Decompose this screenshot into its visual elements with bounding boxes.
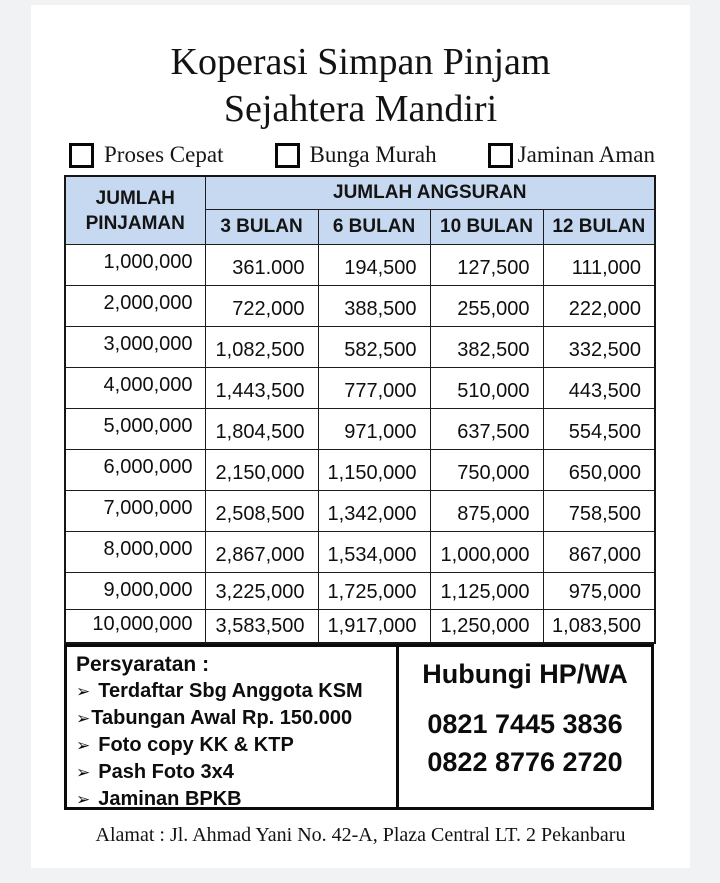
feature-label: Jaminan Aman [517,142,655,167]
bottom-info-section [64,644,654,810]
installment-cell: 875,000 [430,491,543,532]
installment-cell: 1,150,000 [318,450,430,491]
loan-amount-cell: 5,000,000 [65,409,205,450]
installment-cell: 1,250,000 [430,610,543,643]
installment-cell: 1,342,000 [318,491,430,532]
feature-label: Proses Cepat [104,142,224,167]
loan-row [65,450,655,491]
installment-cell: 582,500 [318,327,430,368]
loan-row [65,532,655,573]
loan-row [65,491,655,532]
installment-cell: 127,500 [430,245,543,286]
phone-number: 0822 8776 2720 [427,746,623,777]
feature-checkbox-row [69,142,655,168]
installment-cell: 971,000 [318,409,430,450]
installment-cell: 554,500 [543,409,655,450]
installment-cell: 2,508,500 [205,491,318,532]
contact-box [399,647,651,807]
installment-cell: 382,500 [430,327,543,368]
installment-cell: 1,534,000 [318,532,430,573]
installment-cell: 650,000 [543,450,655,491]
loan-table-body [65,245,655,643]
installment-cell: 361.000 [205,245,318,286]
requirement-item [76,705,392,732]
installment-cell: 3,225,000 [205,573,318,610]
installment-cell: 1,082,500 [205,327,318,368]
requirements-list [76,678,392,813]
loan-amount-cell: 3,000,000 [65,327,205,368]
group-header-jumlah-angsuran: JUMLAH ANGSURAN [205,176,655,210]
installment-cell: 1,125,000 [430,573,543,610]
installment-cell: 222,000 [543,286,655,327]
table-header-row-1 [65,176,655,210]
loan-amount-cell: 7,000,000 [65,491,205,532]
feature-label: Bunga Murah [309,142,437,167]
loan-amount-cell: 10,000,000 [65,610,205,643]
loan-row [65,327,655,368]
arrow-bullet-icon: ➢ [76,681,91,701]
installment-cell: 194,500 [318,245,430,286]
installment-cell: 975,000 [543,573,655,610]
installment-cell: 1,725,000 [318,573,430,610]
requirement-item [76,732,392,759]
title-line-1: Koperasi Simpan Pinjam [170,41,551,83]
checkbox-icon [275,143,300,168]
phone-number: 0821 7445 3836 [427,708,623,739]
installment-cell: 1,083,500 [543,610,655,643]
feature-jaminan-aman [488,142,655,168]
installment-cell: 388,500 [318,286,430,327]
address-line: Alamat : Jl. Ahmad Yani No. 42-A, Plaza Central LT. 2 Pekanbaru [95,823,626,846]
installment-cell: 111,000 [543,245,655,286]
requirement-text: Terdaftar Sbg Anggota KSM [98,679,363,702]
installment-cell: 777,000 [318,368,430,409]
requirement-text: Jaminan BPKB [98,787,242,810]
loan-row [65,245,655,286]
col-header-jumlah-pinjaman [65,176,205,245]
loan-amount-cell: 1,000,000 [65,245,205,286]
installment-cell: 758,500 [543,491,655,532]
installment-cell: 1,804,500 [205,409,318,450]
col-header-3-bulan: 3 BULAN [205,210,318,245]
col-header-10-bulan: 10 BULAN [430,210,543,245]
loan-installment-table [64,175,656,644]
arrow-bullet-icon: ➢ [76,762,91,782]
installment-cell: 1,917,000 [318,610,430,643]
requirement-text: Pash Foto 3x4 [98,760,234,783]
installment-cell: 1,000,000 [430,532,543,573]
flyer-sheet [31,5,690,868]
loan-row [65,573,655,610]
installment-cell: 255,000 [430,286,543,327]
loan-amount-cell: 2,000,000 [65,286,205,327]
contact-title: Hubungi HP/WA [422,658,628,689]
feature-bunga-murah [275,142,437,168]
requirement-item [76,678,392,705]
installment-cell: 3,583,500 [205,610,318,643]
arrow-bullet-icon: ➢ [76,708,91,728]
requirements-box [67,647,399,810]
installment-cell: 510,000 [430,368,543,409]
requirements-title: Persyaratan : [76,652,210,676]
requirement-item [76,759,392,786]
feature-proses-cepat [69,142,223,168]
loan-amount-cell: 6,000,000 [65,450,205,491]
phone-number-list [399,705,651,781]
col-header-12-bulan: 12 BULAN [543,210,655,245]
checkbox-icon [488,143,513,168]
loan-amount-cell: 8,000,000 [65,532,205,573]
installment-cell: 443,500 [543,368,655,409]
arrow-bullet-icon: ➢ [76,735,91,755]
loan-row [65,286,655,327]
loan-row [65,610,655,643]
installment-cell: 750,000 [430,450,543,491]
installment-cell: 867,000 [543,532,655,573]
arrow-bullet-icon: ➢ [76,789,91,809]
installment-cell: 637,500 [430,409,543,450]
loan-amount-cell: 4,000,000 [65,368,205,409]
loan-row [65,409,655,450]
checkbox-icon [69,143,94,168]
requirement-item [76,786,392,813]
installment-cell: 332,500 [543,327,655,368]
page-title [31,39,690,133]
requirement-text: Tabungan Awal Rp. 150.000 [91,706,353,729]
requirement-text: Foto copy KK & KTP [98,733,294,756]
col-header-pinjaman: PINJAMAN [85,212,185,234]
col-header-jumlah: JUMLAH [95,187,175,209]
col-header-6-bulan: 6 BULAN [318,210,430,245]
installment-cell: 722,000 [205,286,318,327]
loan-row [65,368,655,409]
loan-amount-cell: 9,000,000 [65,573,205,610]
installment-cell: 2,867,000 [205,532,318,573]
installment-cell: 2,150,000 [205,450,318,491]
installment-cell: 1,443,500 [205,368,318,409]
title-line-2: Sejahtera Mandiri [223,88,498,130]
